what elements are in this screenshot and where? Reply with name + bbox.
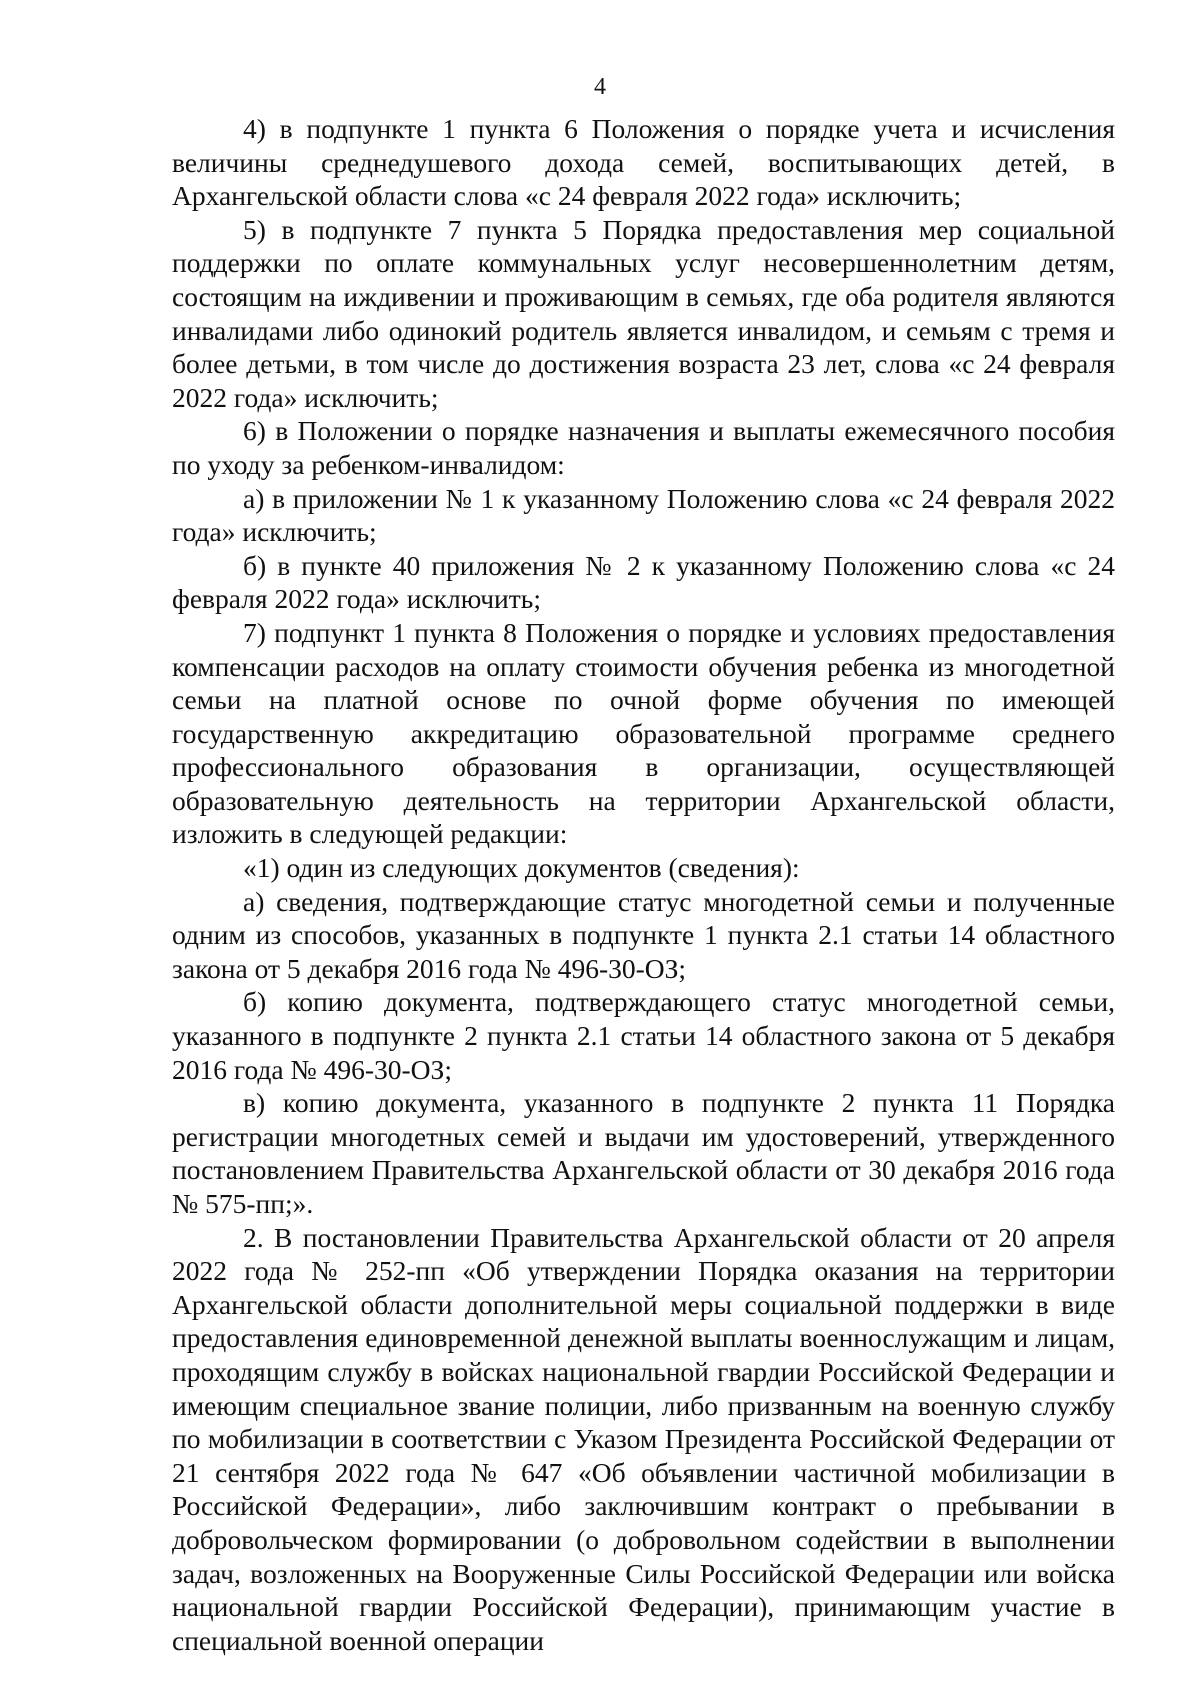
paragraph-item-4: 4) в подпункте 1 пункта 6 Положения о порядке учета и исчисления величины среднедушевого дохода семей, воспитывающих детей, в Архангельской области слова «с 24 февраля 2022 года» исключить;: [172, 113, 1115, 212]
paragraph-subitem-6b: б) в пункте 40 приложения № 2 к указанному Положению слова «с 24 февраля 2022 года» исключить;: [172, 549, 1115, 615]
paragraph-item-5: 5) в подпункте 7 пункта 5 Порядка предоставления мер социальной поддержки по оплате коммунальных услуг несовершеннолетним детям, состоящим на иждивении и проживающим в семьях, где оба родителя являются инвалидами либо одинокий родитель является инвалидом, и семьям с тремя и более детьми, в том числе до достижения возраста 23 лет, слова «с 24 февраля 2022 года» исключить;: [172, 213, 1115, 413]
paragraph-item-7: 7) подпункт 1 пункта 8 Положения о порядке и условиях предоставления компенсации расходов на оплату стоимости обучения ребенка из многодетной семьи на платной основе по очной форме обучения по имеющей государственную аккредитацию образовательной программе среднего профессионального образования в организации, осуществляющей образовательную деятельность на территории Архангельской области, изложить в следующей редакции:: [172, 616, 1115, 850]
paragraph-quoted-item-1: «1) один из следующих документов (сведения):: [243, 852, 800, 884]
paragraph-quoted-subitem-a: а) сведения, подтверждающие статус многодетной семьи и полученные одним из способов, указанных в подпункте 1 пункта 2.1 статьи 14 областного закона от 5 декабря 2016 года № 496-30-ОЗ;: [172, 885, 1115, 984]
page-number: 4: [594, 74, 606, 100]
paragraph-item-6: 6) в Положении о порядке назначения и выплаты ежемесячного пособия по уходу за ребенком-инвалидом:: [172, 415, 1115, 480]
paragraph-subitem-6a: а) в приложении № 1 к указанному Положению слова «с 24 февраля 2022 года» исключить;: [172, 482, 1115, 548]
paragraph-quoted-subitem-b: б) копию документа, подтверждающего статус многодетной семьи, указанного в подпункте 2 пункта 2.1 статьи 14 областного закона от 5 декабря 2016 года № 496-30-ОЗ;: [172, 986, 1115, 1085]
paragraph-section-2: 2. В постановлении Правительства Архангельской области от 20 апреля 2022 года № 252-пп «Об утверждении Порядка оказания на территории Архангельской области дополнительной меры социальной поддержки в виде предоставления единовременной денежной выплаты военнослужащим и лицам, проходящим службу в войсках национальной гвардии Российской Федерации и имеющим специальное звание полиции, либо призванным на военную службу по мобилизации в соответствии с Указом Президента Российской Федерации от 21 сентября 2022 года № 647 «Об объявлении частичной мобилизации в Российской Федерации», либо заключившим контракт о пребывании в добровольческом формировании (о добровольном содействии в выполнении задач, возложенных на Вооруженные Силы Российской Федерации или войска национальной гвардии Российской Федерации), принимающим участие в специальной военной операции: [172, 1221, 1115, 1656]
document-body: [172, 112, 1115, 1657]
paragraph-quoted-subitem-v: в) копию документа, указанного в подпункте 2 пункта 11 Порядка регистрации многодетных семей и выдачи им удостоверений, утвержденного постановлением Правительства Архангельской области от 30 декабря 2016 года № 575-пп;».: [172, 1087, 1115, 1219]
